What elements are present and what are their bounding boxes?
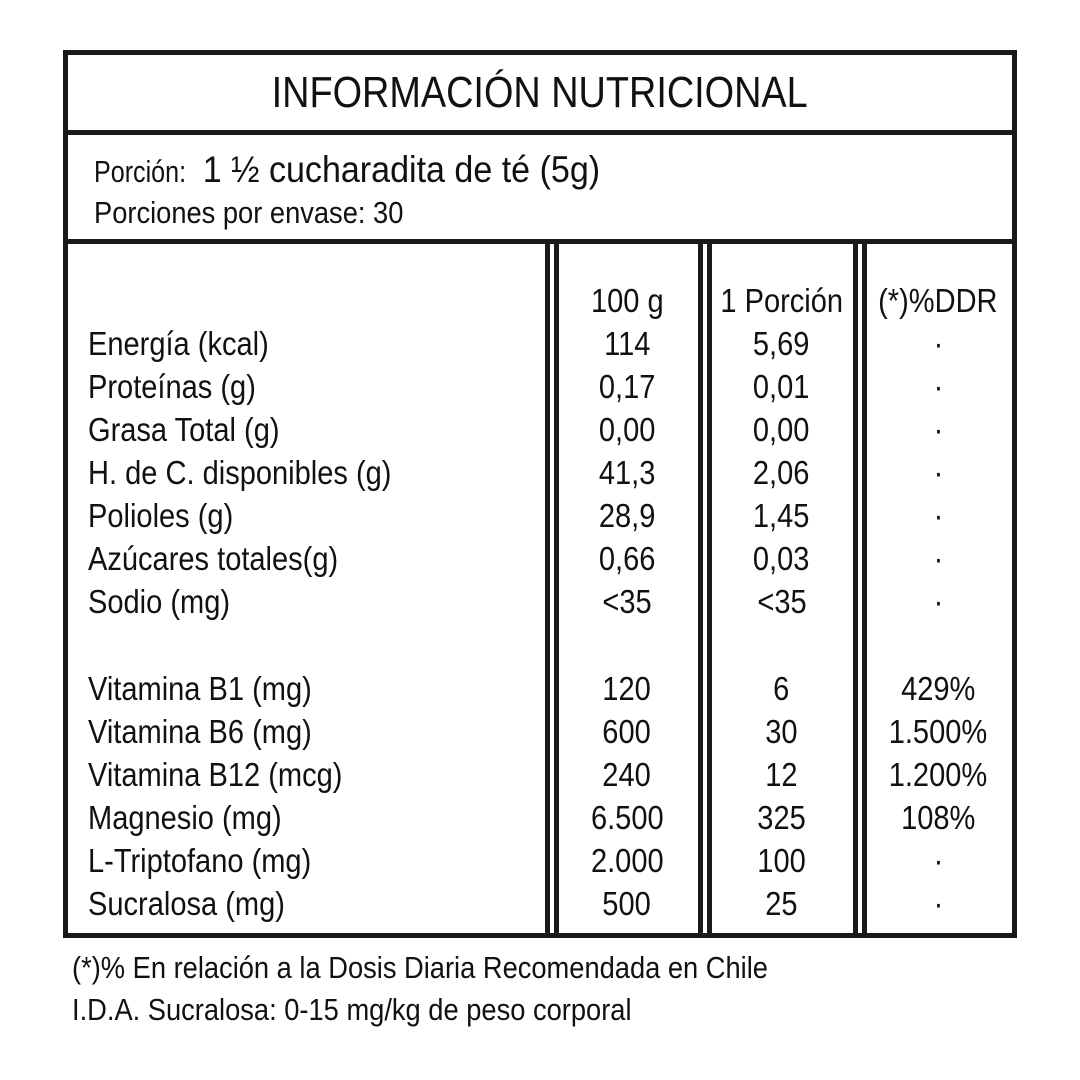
value-per-portion: <35	[756, 583, 807, 620]
nutrient-name: Magnesio (mg)	[88, 799, 282, 836]
nutrient-name: Polioles (g)	[88, 497, 234, 534]
footnote-ddr: (*)% En relación a la Dosis Diaria Recomendada en Chile	[72, 950, 768, 985]
nutrient-name: Vitamina B1 (mg)	[88, 670, 312, 707]
value-per-portion: 325	[757, 799, 806, 836]
value-ddr: ·	[933, 411, 943, 448]
title-text: INFORMACIÓN NUTRICIONAL	[271, 67, 809, 117]
nutrient-name: Energía (kcal)	[88, 325, 269, 362]
serving-info	[68, 135, 1012, 244]
nutrient-name: H. de C. disponibles (g)	[88, 454, 392, 491]
value-per-portion: 0,01	[753, 368, 810, 405]
value-per-portion: 6	[773, 670, 790, 707]
value-ddr: ·	[933, 454, 943, 491]
nutrient-name: Grasa Total (g)	[88, 411, 280, 448]
value-per-100g: 0,17	[598, 368, 656, 405]
servings-per-container: Porciones por envase: 30	[94, 195, 404, 230]
nutrient-name: Proteínas (g)	[88, 368, 256, 405]
value-ddr: ·	[933, 842, 943, 879]
value-ddr: 429%	[900, 670, 976, 707]
column-header-portion: 1 Porción	[720, 282, 843, 319]
column-divider	[698, 244, 703, 933]
footnote-ida: I.D.A. Sucralosa: 0-15 mg/kg de peso corporal	[72, 992, 632, 1027]
value-per-100g: 500	[602, 885, 652, 922]
value-per-portion: 12	[765, 756, 798, 793]
nutrient-name: Sodio (mg)	[88, 583, 231, 620]
value-per-portion: 0,03	[753, 540, 810, 577]
value-per-portion: 2,06	[753, 454, 810, 491]
value-per-100g: 0,00	[598, 411, 656, 448]
column-divider	[545, 244, 550, 933]
value-per-portion: 25	[765, 885, 798, 922]
value-per-100g: 28,9	[598, 497, 656, 534]
value-per-portion: 30	[765, 713, 798, 750]
value-per-100g: <35	[602, 583, 652, 620]
nutrient-name: L-Triptofano (mg)	[88, 842, 312, 879]
value-ddr: ·	[933, 325, 943, 362]
nutrient-name: Sucralosa (mg)	[88, 885, 285, 922]
value-per-100g: 240	[602, 756, 652, 793]
value-ddr: ·	[933, 583, 943, 620]
nutrition-facts-table	[63, 50, 1017, 938]
value-ddr: ·	[933, 540, 943, 577]
nutrient-name: Vitamina B6 (mg)	[88, 713, 312, 750]
value-per-100g: 600	[602, 713, 652, 750]
value-ddr: 1.500%	[888, 713, 988, 750]
nutrient-name: Vitamina B12 (mcg)	[88, 756, 343, 793]
value-ddr: 108%	[900, 799, 976, 836]
nutrient-table-body	[68, 244, 1012, 933]
value-per-portion: 5,69	[753, 325, 810, 362]
serving-size	[94, 149, 644, 191]
value-per-100g: 41,3	[598, 454, 656, 491]
column-header-ddr: (*)%DDR	[878, 282, 998, 319]
value-ddr: ·	[933, 497, 943, 534]
value-ddr: 1.200%	[888, 756, 988, 793]
value-ddr: ·	[933, 368, 943, 405]
serving-size-label: Porción:	[94, 154, 187, 189]
serving-size-value: 1 ½ cucharadita de té (5g)	[202, 149, 601, 190]
table-title	[68, 55, 1012, 135]
value-per-portion: 100	[757, 842, 806, 879]
value-ddr: ·	[933, 885, 943, 922]
value-per-portion: 0,00	[753, 411, 810, 448]
value-per-100g: 114	[603, 325, 651, 362]
value-per-100g: 6.500	[590, 799, 664, 836]
nutrient-name: Azúcares totales(g)	[88, 540, 339, 577]
column-header-100g: 100 g	[590, 282, 664, 319]
value-per-100g: 2.000	[590, 842, 664, 879]
value-per-100g: 120	[602, 670, 652, 707]
value-per-100g: 0,66	[598, 540, 656, 577]
value-per-portion: 1,45	[753, 497, 810, 534]
